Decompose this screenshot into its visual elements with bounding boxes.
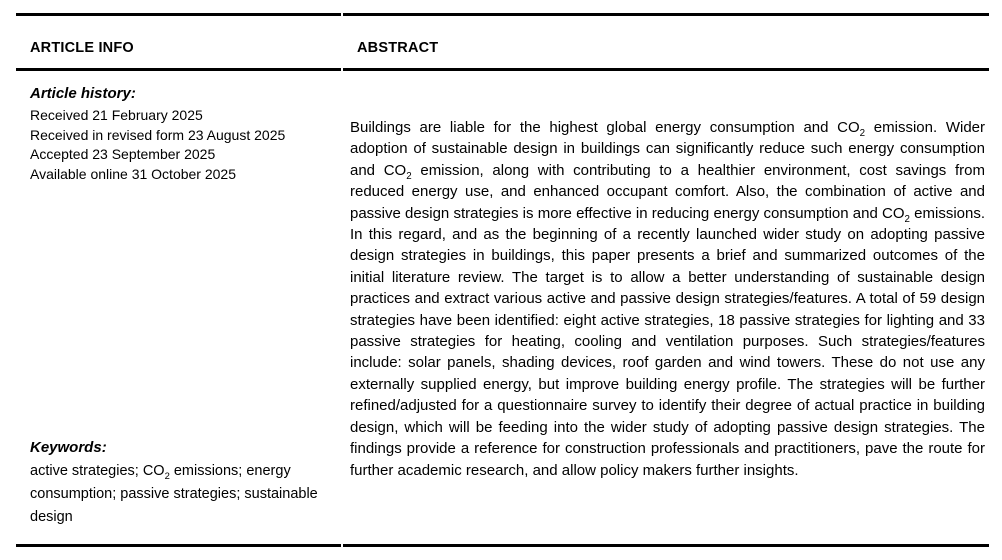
article-history-item-revised: Received in revised form 23 August 2025 [30, 126, 286, 143]
article-info-abstract-table [16, 13, 989, 547]
abstract-text: Buildings are liable for the highest global energy consumption and $CO_2$ emission. Wider adoption of sustainable design in buildings can significantly reduce such energy consumption and $CO_2$ emission, along with contributing to a healthier environment, cost savings from reduced energy use, and enhanced occupant comfort. Also, the combination of active and passive design strategies is more effective in reducing energy consumption and $CO_2$ emissions. In this regard, and as the beginning of a recently launched wider study on adopting passive design strategies in buildings, this paper presents a brief and summarized outcomes of the initial literature review. The target is to allow a better understanding of sustainable design practices and extract various active and passive design strategies/features. A total of 59 design strategies have been identified: eight active strategies, 18 passive strategies for lighting and 33 passive strategies for heating, cooling and ventilation purposes. Such strategies/features include: solar panels, shading devices, roof garden and wind towers. These do not use any externally supplied energy, but improve building energy profile. The strategies will be further refined/adjusted for a questionnaire survey to identify their degree of actual practice in building design, which will be feeding into the wider study of adopting passive design strategies. The findings provide a reference for construction professionals and practitioners, pave the route for further academic research, and allow policy makers further insights. [350, 119, 986, 479]
abstract-body [343, 71, 989, 544]
article-history-section [30, 85, 333, 184]
abstract-header [343, 16, 989, 71]
abstract-column [343, 13, 989, 547]
article-history-item-available-online: Available online 31 October 2025 [30, 165, 237, 182]
article-info-column [16, 13, 341, 547]
keywords-section [30, 439, 333, 529]
article-history-item-received: Received 21 February 2025 [30, 107, 203, 123]
article-info-body [16, 71, 341, 544]
article-history-title: Article history: [30, 85, 136, 102]
keywords-text: active strategies; $CO_2$ emissions; energy consumption; passive strategies; sustainable design [30, 463, 318, 525]
article-info-header-label: ARTICLE INFO [30, 40, 134, 56]
article-history-item-accepted: Accepted 23 September 2025 [30, 146, 216, 162]
article-info-header [16, 16, 341, 71]
keywords-title: Keywords: [30, 439, 107, 456]
abstract-header-label: ABSTRACT [357, 40, 439, 56]
